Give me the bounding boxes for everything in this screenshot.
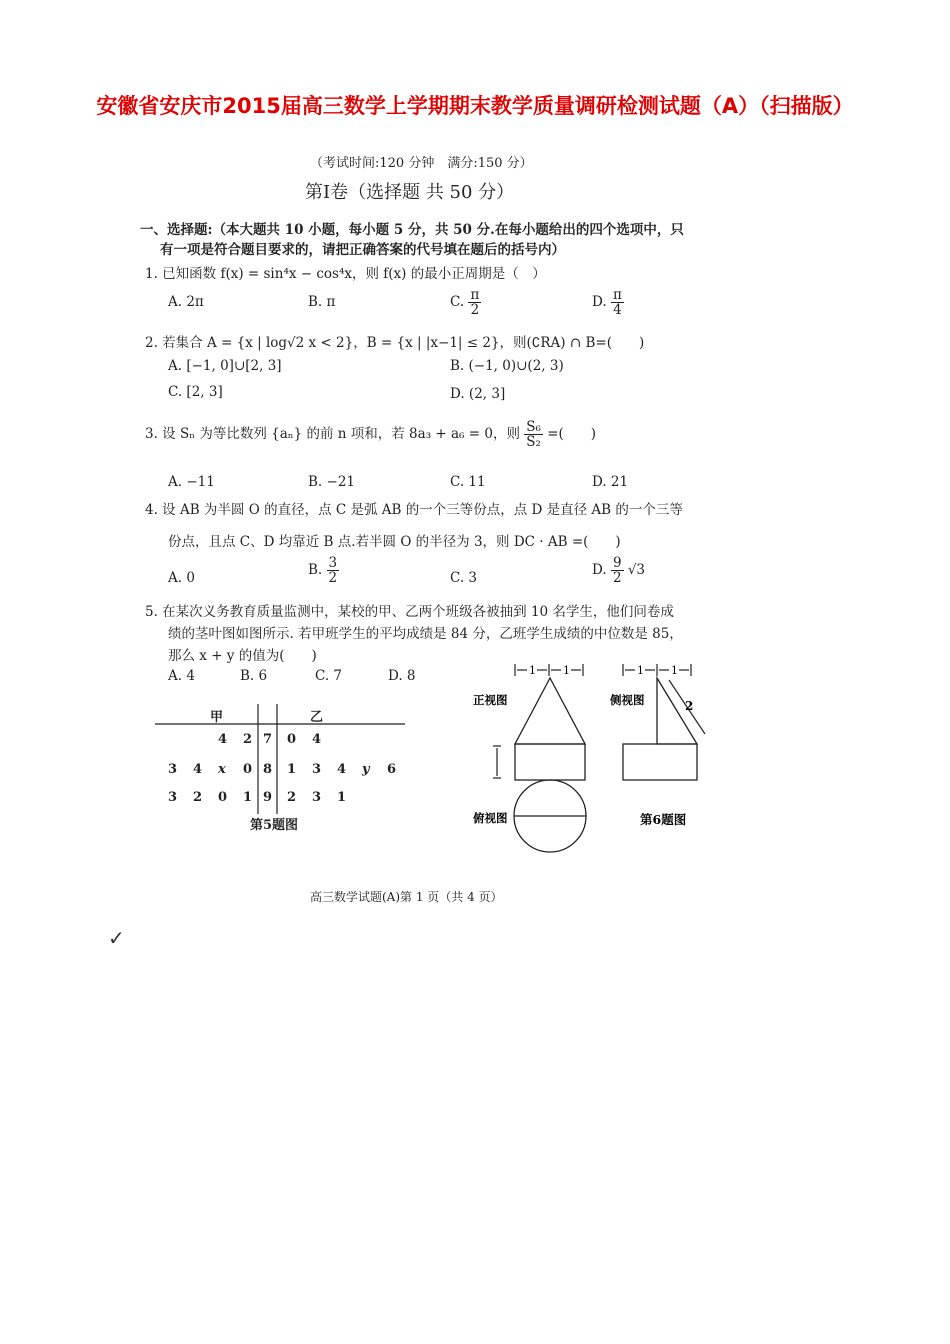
document-title: 安徽省安庆市2015届高三数学上学期期末教学质量调研检测试题（A）（扫描版） bbox=[96, 94, 854, 118]
question-2-option-b: B. (−1, 0)∪(2, 3) bbox=[450, 358, 564, 374]
stem-leaf-left-leaf: 3 bbox=[168, 762, 178, 777]
option-d-label: D. bbox=[592, 294, 607, 310]
three-view-drawing bbox=[465, 656, 745, 866]
stem-leaf-header-right: 乙 bbox=[310, 710, 324, 725]
fraction-denominator: S₂ bbox=[526, 434, 541, 450]
option-b-fraction bbox=[327, 556, 340, 585]
side-view-rectangle bbox=[623, 744, 697, 780]
question-3-text bbox=[145, 420, 596, 449]
stem-leaf-right-leaf: 1 bbox=[337, 790, 347, 805]
question-5-line-2: 绩的茎叶图如图所示. 若甲班学生的平均成绩是 84 分，乙班学生成绩的中位数是 85， bbox=[168, 626, 683, 642]
stem-leaf-left-leaf: x bbox=[218, 762, 226, 777]
stem-leaf-left-leaf: 0 bbox=[243, 762, 253, 777]
question-1-option-d bbox=[592, 288, 624, 317]
part-heading-line-1: 一、选择题:（本大题共 10 小题，每小题 5 分，共 50 分.在每小题给出的四个选项中，只 bbox=[140, 222, 684, 238]
exam-info: （考试时间:120 分钟 满分:150 分） bbox=[310, 156, 533, 171]
stem-leaf-right-leaf: 1 bbox=[287, 762, 297, 777]
stem-leaf-right-leaf: 3 bbox=[312, 790, 322, 805]
question-2-text: 2. 若集合 A = {x | log√2 x < 2}，B = {x | |x−1| ≤ 2}，则(∁RA) ∩ B=( ) bbox=[145, 335, 645, 351]
question-5-option-d: D. 8 bbox=[388, 668, 416, 684]
stem-leaf-stem: 7 bbox=[263, 732, 273, 747]
stem-leaf-left-leaf: 4 bbox=[218, 732, 228, 747]
stem-leaf-stem: 8 bbox=[263, 762, 273, 777]
option-c-label: C. bbox=[450, 294, 465, 310]
question-4-line-1: 4. 设 AB 为半圆 O 的直径，点 C 是弧 AB 的一个三等份点，点 D 是直径 AB 的一个三等 bbox=[145, 502, 683, 518]
stem-leaf-right-leaf: 4 bbox=[337, 762, 347, 777]
question-3-option-a: A. −11 bbox=[168, 474, 215, 490]
stem-leaf-right-leaf: 4 bbox=[312, 732, 322, 747]
fraction-numerator: S₆ bbox=[526, 419, 541, 435]
fraction-numerator: 3 bbox=[328, 555, 338, 571]
question-4-option-b bbox=[308, 556, 339, 585]
front-dimension-marks bbox=[515, 664, 583, 676]
three-view-svg bbox=[465, 656, 745, 866]
question-4-option-d bbox=[592, 556, 645, 585]
question-1-text: 1. 已知函数 f(x) = sin⁴x − cos⁴x，则 f(x) 的最小正周期是（ ） bbox=[145, 266, 546, 282]
stem-leaf-stem: 9 bbox=[263, 790, 273, 805]
question-2-option-c: C. [2, 3] bbox=[168, 384, 223, 400]
stem-leaf-left-leaf: 2 bbox=[193, 790, 203, 805]
stem-leaf-left-leaf: 2 bbox=[243, 732, 253, 747]
question-5-option-c: C. 7 bbox=[315, 668, 343, 684]
question-1-option-c bbox=[450, 288, 481, 317]
option-d-fraction bbox=[611, 556, 624, 585]
side-view-label: 侧视图 bbox=[610, 693, 645, 707]
side-dimension-marks bbox=[623, 664, 691, 676]
side-slant-dim-text: 2 bbox=[685, 699, 694, 713]
question-3-option-c: C. 11 bbox=[450, 474, 486, 490]
stem-leaf-right-leaf: 2 bbox=[287, 790, 297, 805]
question-5-line-3: 那么 x + y 的值为( ) bbox=[168, 648, 317, 664]
question-1-option-b: B. π bbox=[308, 294, 336, 310]
stem-leaf-right-leaf: 6 bbox=[387, 762, 397, 777]
fraction-numerator: 9 bbox=[612, 555, 622, 571]
question-5-option-a: A. 4 bbox=[168, 668, 195, 684]
front-dim-text-1: 1 bbox=[529, 664, 536, 677]
fraction-denominator: 4 bbox=[613, 302, 622, 318]
front-view-label: 正视图 bbox=[473, 693, 508, 707]
option-d-label: D. bbox=[592, 562, 607, 578]
question-5-line-1: 5. 在某次义务教育质量监测中，某校的甲、乙两个班级各被抽到 10 名学生，他们问卷成 bbox=[145, 604, 674, 620]
question-1-option-a: A. 2π bbox=[168, 294, 204, 310]
question-4-option-a: A. 0 bbox=[168, 570, 195, 586]
top-view-label: 俯视图 bbox=[473, 811, 508, 825]
front-dim-text-2: 1 bbox=[563, 664, 570, 677]
checkmark-icon: ✓ bbox=[108, 926, 125, 950]
stem-leaf-left-leaf: 4 bbox=[193, 762, 203, 777]
scanned-exam-page bbox=[108, 148, 740, 950]
question-3-fraction bbox=[524, 420, 543, 449]
question-3-option-d: D. 21 bbox=[592, 474, 629, 490]
front-view-rectangle bbox=[515, 744, 585, 780]
stem-leaf-header-left: 甲 bbox=[210, 710, 224, 725]
option-d-fraction bbox=[611, 288, 624, 317]
fraction-denominator: 2 bbox=[470, 302, 480, 318]
front-view-triangle bbox=[515, 678, 585, 744]
option-c-fraction bbox=[468, 288, 481, 317]
question-4-line-2: 份点，且点 C、D 均靠近 B 点.若半圆 O 的半径为 3，则 DC · AB =( ) bbox=[168, 534, 621, 550]
part-heading-line-2: 有一项是符合题目要求的，请把正确答案的代号填在题后的括号内） bbox=[160, 242, 565, 258]
question-3-stem: 3. 设 Sₙ 为等比数列 {aₙ} 的前 n 项和，若 8a₃ + a₆ = 0，则 bbox=[145, 426, 520, 442]
front-height-mark bbox=[493, 746, 501, 778]
fraction-numerator: π bbox=[470, 287, 480, 303]
option-d-sqrt: √3 bbox=[627, 562, 646, 578]
stem-leaf-left-leaf: 3 bbox=[168, 790, 178, 805]
figure-6-caption: 第6题图 bbox=[640, 812, 687, 827]
side-dim-text-1: 1 bbox=[637, 664, 644, 677]
section-heading: 第Ⅰ卷（选择题 共 50 分） bbox=[305, 182, 515, 203]
figure-5-caption: 第5题图 bbox=[250, 818, 299, 833]
side-dim-text-2: 1 bbox=[671, 664, 678, 677]
question-2-option-a: A. [−1, 0]∪[2, 3] bbox=[168, 358, 282, 374]
stem-leaf-left-leaf: 0 bbox=[218, 790, 228, 805]
stem-leaf-right-leaf: 0 bbox=[287, 732, 297, 747]
question-5-option-b: B. 6 bbox=[240, 668, 268, 684]
stem-leaf-right-leaf: y bbox=[362, 762, 370, 777]
fraction-denominator: 2 bbox=[328, 570, 338, 586]
question-3-option-b: B. −21 bbox=[308, 474, 355, 490]
fraction-numerator: π bbox=[612, 287, 622, 303]
option-b-label: B. bbox=[308, 562, 323, 578]
stem-leaf-left-leaf: 1 bbox=[243, 790, 253, 805]
fraction-denominator: 2 bbox=[612, 570, 622, 586]
question-4-option-c: C. 3 bbox=[450, 570, 478, 586]
question-3-tail: =( ) bbox=[547, 426, 597, 442]
page-footer: 高三数学试题(A)第 1 页（共 4 页） bbox=[310, 890, 503, 904]
question-2-option-d: D. (2, 3] bbox=[450, 386, 506, 402]
stem-leaf-right-leaf: 3 bbox=[312, 762, 322, 777]
